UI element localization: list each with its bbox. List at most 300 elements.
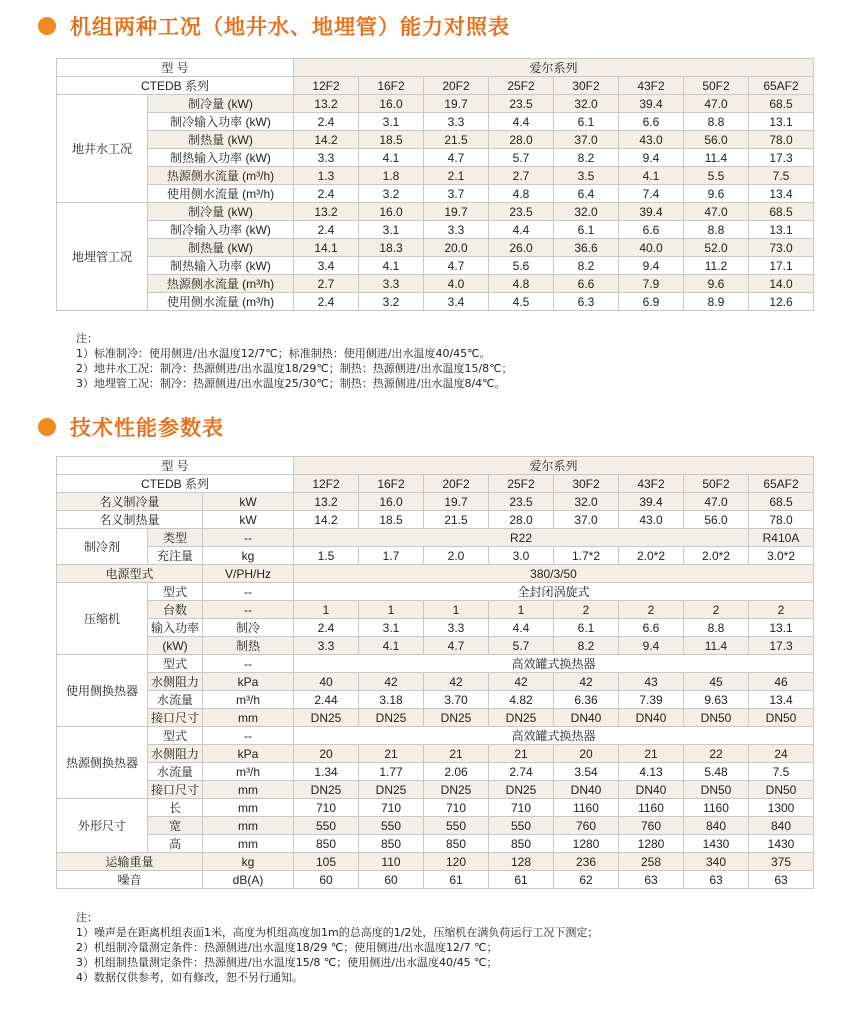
value-cell: 4.1 — [619, 167, 684, 185]
value-cell: 236 — [554, 853, 619, 871]
value-cell: 850 — [424, 835, 489, 853]
value-cell: 4.82 — [489, 691, 554, 709]
value-cell: 9.4 — [619, 637, 684, 655]
group-label-cell: 使用侧换热器 — [57, 655, 148, 727]
row-label-cell: 型式 — [148, 655, 203, 673]
group-label-cell: 外形尺寸 — [57, 799, 148, 853]
value-cell: 2 — [619, 601, 684, 619]
row-label-cell: 接口尺寸 — [148, 709, 203, 727]
value-cell: 8.8 — [684, 619, 749, 637]
value-cell: 13.4 — [749, 185, 814, 203]
value-cell: DN25 — [424, 781, 489, 799]
table-row — [57, 167, 814, 185]
row-label-cell: 制热输入功率 (kW) — [148, 149, 294, 167]
value-cell: 1280 — [554, 835, 619, 853]
value-cell: 9.6 — [684, 275, 749, 293]
table-row — [57, 745, 814, 763]
value-cell: 19.7 — [424, 95, 489, 113]
value-cell: DN25 — [294, 781, 359, 799]
value-cell: 47.0 — [684, 95, 749, 113]
unit-cell: kPa — [203, 745, 294, 763]
value-cell: 39.4 — [619, 95, 684, 113]
row-label-cell: 制冷量 (kW) — [148, 95, 294, 113]
value-cell: DN50 — [749, 781, 814, 799]
value-cell: 3.70 — [424, 691, 489, 709]
value-cell: 18.3 — [359, 239, 424, 257]
value-cell: 17.3 — [749, 149, 814, 167]
value-cell: 6.3 — [554, 293, 619, 311]
row-label-cell: 宽 — [148, 817, 203, 835]
model-header-cell: 20F2 — [424, 475, 489, 493]
value-cell: 42 — [359, 673, 424, 691]
value-cell: 110 — [359, 853, 424, 871]
value-cell: 2.06 — [424, 763, 489, 781]
table-row — [57, 817, 814, 835]
table-row — [57, 131, 814, 149]
value-cell: 7.5 — [749, 167, 814, 185]
value-cell: 710 — [294, 799, 359, 817]
row-label-cell: 充注量 — [148, 547, 203, 565]
value-cell: 1.5 — [294, 547, 359, 565]
note-line: 1）噪声是在距离机组表面1米，高度为机组高度加1m的总高度的1/2处，压缩机在满负荷运行工况下测定； — [76, 926, 599, 939]
model-header-cell: 16F2 — [359, 475, 424, 493]
table-row — [57, 493, 814, 511]
value-cell: 43.0 — [619, 131, 684, 149]
value-cell: 2 — [749, 601, 814, 619]
value-cell: 3.0*2 — [749, 547, 814, 565]
group-label-cell: 地井水工况 — [57, 95, 148, 203]
row-label-cell: 水侧阻力 — [148, 745, 203, 763]
value-cell: 550 — [489, 817, 554, 835]
value-cell: 8.9 — [684, 293, 749, 311]
unit-cell: kg — [203, 547, 294, 565]
row-label-cell: 电源型式 — [57, 565, 203, 583]
value-cell: 840 — [684, 817, 749, 835]
value-cell: 46 — [749, 673, 814, 691]
value-cell: 2 — [684, 601, 749, 619]
value-cell: 1300 — [749, 799, 814, 817]
value-cell: 23.5 — [489, 203, 554, 221]
value-cell: 3.18 — [359, 691, 424, 709]
table-row — [57, 257, 814, 275]
value-cell: 4.7 — [424, 637, 489, 655]
table-row — [57, 221, 814, 239]
value-cell: 5.7 — [489, 149, 554, 167]
model-header-cell: 16F2 — [359, 77, 424, 95]
value-cell: 60 — [294, 871, 359, 889]
value-cell: 2.7 — [294, 275, 359, 293]
value-cell: 21 — [424, 745, 489, 763]
table-row — [57, 565, 814, 583]
unit-cell: mm — [203, 781, 294, 799]
table-row — [57, 637, 814, 655]
value-cell: 9.4 — [619, 257, 684, 275]
value-cell: 61 — [489, 871, 554, 889]
tech-params-table — [56, 456, 814, 889]
row-label-cell: 制冷输入功率 (kW) — [148, 221, 294, 239]
value-cell: 68.5 — [749, 95, 814, 113]
value-cell: 13.2 — [294, 493, 359, 511]
table-row — [57, 511, 814, 529]
note-line: 3）地埋管工况：制冷：热源侧进/出水温度25/30℃；制热：热源侧进/出水温度8/4℃。 — [76, 377, 506, 390]
value-cell: 7.9 — [619, 275, 684, 293]
value-cell: 120 — [424, 853, 489, 871]
unit-cell: kg — [203, 853, 294, 871]
row-label-cell: 制热输入功率 (kW) — [148, 257, 294, 275]
section2-notes — [76, 910, 598, 985]
value-cell: 128 — [489, 853, 554, 871]
value-cell: 19.7 — [424, 493, 489, 511]
value-cell: 2.4 — [294, 185, 359, 203]
value-cell: 21 — [359, 745, 424, 763]
value-cell: DN25 — [489, 709, 554, 727]
model-header-cell: 65AF2 — [749, 77, 814, 95]
value-cell: 42 — [554, 673, 619, 691]
unit-cell: mm — [203, 835, 294, 853]
note-line: 注： — [76, 332, 98, 345]
value-cell: 全封闭涡旋式 — [294, 583, 814, 601]
value-cell: 3.3 — [359, 275, 424, 293]
value-cell: 8.2 — [554, 149, 619, 167]
row-label-cell: 型式 — [148, 583, 203, 601]
value-cell: 1160 — [554, 799, 619, 817]
value-cell: 3.4 — [424, 293, 489, 311]
header-row — [57, 475, 814, 493]
value-cell: 1160 — [619, 799, 684, 817]
model-header-cell: 30F2 — [554, 77, 619, 95]
value-cell: 9.4 — [619, 149, 684, 167]
value-cell: 13.4 — [749, 691, 814, 709]
model-header-cell: 65AF2 — [749, 475, 814, 493]
value-cell: 550 — [424, 817, 489, 835]
value-cell: 42 — [489, 673, 554, 691]
row-label-cell: 类型 — [148, 529, 203, 547]
value-cell: 56.0 — [684, 131, 749, 149]
value-cell: 1430 — [684, 835, 749, 853]
table-row — [57, 275, 814, 293]
value-cell: 14.1 — [294, 239, 359, 257]
table-row — [57, 239, 814, 257]
unit-cell: m³/h — [203, 763, 294, 781]
value-cell: DN25 — [294, 709, 359, 727]
value-cell: 20.0 — [424, 239, 489, 257]
value-cell: 22 — [684, 745, 749, 763]
value-cell: 3.5 — [554, 167, 619, 185]
value-cell: 4.1 — [359, 149, 424, 167]
row-label-cell: 水侧阻力 — [148, 673, 203, 691]
value-cell: 63 — [749, 871, 814, 889]
value-cell: 52.0 — [684, 239, 749, 257]
value-cell: 7.39 — [619, 691, 684, 709]
section1-title: 机组两种工况（地井水、地埋管）能力对照表 — [70, 15, 510, 39]
value-cell: 840 — [749, 817, 814, 835]
value-cell: 32.0 — [554, 203, 619, 221]
unit-cell: mm — [203, 817, 294, 835]
table-row — [57, 529, 814, 547]
series-label-cell: CTEDB 系列 — [57, 77, 294, 95]
value-cell: 3.3 — [294, 149, 359, 167]
value-cell: 1.77 — [359, 763, 424, 781]
value-cell: 19.7 — [424, 203, 489, 221]
row-label-cell: 输入功率 — [148, 619, 203, 637]
model-header-cell: 12F2 — [294, 475, 359, 493]
bullet-dot-icon — [38, 418, 56, 436]
header-row — [57, 457, 814, 475]
value-cell: 2.0 — [424, 547, 489, 565]
value-cell: 32.0 — [554, 493, 619, 511]
value-cell: 7.4 — [619, 185, 684, 203]
section2-title: 技术性能参数表 — [70, 416, 224, 440]
value-cell: 3.3 — [424, 619, 489, 637]
row-label-cell: 制冷输入功率 (kW) — [148, 113, 294, 131]
value-cell: 11.4 — [684, 637, 749, 655]
value-cell: 62 — [554, 871, 619, 889]
value-cell: 21.5 — [424, 131, 489, 149]
value-cell: 13.1 — [749, 221, 814, 239]
table-row — [57, 871, 814, 889]
value-cell: 2.1 — [424, 167, 489, 185]
row-label-cell: 使用侧水流量 (m³/h) — [148, 185, 294, 203]
table-row — [57, 853, 814, 871]
value-cell: 3.1 — [359, 113, 424, 131]
value-cell: 73.0 — [749, 239, 814, 257]
value-cell: DN40 — [619, 781, 684, 799]
note-line: 2）机组制冷量测定条件：热源侧进/出水温度18/29 ℃；使用侧进/出水温度12/7 ℃； — [76, 941, 498, 954]
value-cell: 4.4 — [489, 619, 554, 637]
value-cell: 1.3 — [294, 167, 359, 185]
value-cell: DN40 — [554, 709, 619, 727]
model-header-cell: 50F2 — [684, 77, 749, 95]
table-row — [57, 763, 814, 781]
unit-cell: -- — [203, 727, 294, 745]
value-cell: 2.0*2 — [619, 547, 684, 565]
table-row — [57, 95, 814, 113]
value-cell: 3.54 — [554, 763, 619, 781]
value-cell: 1 — [424, 601, 489, 619]
value-cell: DN25 — [489, 781, 554, 799]
value-cell: 13.1 — [749, 619, 814, 637]
value-cell: 11.2 — [684, 257, 749, 275]
row-label-cell: 高 — [148, 835, 203, 853]
row-label-cell: 水流量 — [148, 691, 203, 709]
value-cell: DN50 — [749, 709, 814, 727]
group-label-cell: 地埋管工况 — [57, 203, 148, 311]
bullet-dot-icon — [38, 17, 56, 35]
value-cell: 68.5 — [749, 493, 814, 511]
row-label-cell: 运输重量 — [57, 853, 203, 871]
table-row — [57, 583, 814, 601]
value-cell: 2.4 — [294, 221, 359, 239]
model-header-cell: 25F2 — [489, 77, 554, 95]
model-header-cell: 25F2 — [489, 475, 554, 493]
value-cell: 4.8 — [489, 185, 554, 203]
value-cell: 6.6 — [619, 113, 684, 131]
table-row — [57, 781, 814, 799]
value-cell: 78.0 — [749, 131, 814, 149]
row-label-cell: 水流量 — [148, 763, 203, 781]
value-cell: 高效罐式换热器 — [294, 655, 814, 673]
value-cell: 550 — [359, 817, 424, 835]
value-cell: R410A — [749, 529, 814, 547]
row-label-cell: (kW) — [148, 637, 203, 655]
value-cell: 1430 — [749, 835, 814, 853]
row-label-cell: 热源侧水流量 (m³/h) — [148, 275, 294, 293]
row-label-cell: 制冷量 (kW) — [148, 203, 294, 221]
value-cell: 26.0 — [489, 239, 554, 257]
unit-cell: kW — [203, 493, 294, 511]
value-cell: 4.0 — [424, 275, 489, 293]
value-cell: 850 — [359, 835, 424, 853]
value-cell: 710 — [489, 799, 554, 817]
value-cell: 高效罐式换热器 — [294, 727, 814, 745]
value-cell: 61 — [424, 871, 489, 889]
value-cell: 40.0 — [619, 239, 684, 257]
value-cell: 14.2 — [294, 131, 359, 149]
value-cell: 42 — [424, 673, 489, 691]
value-cell: 2.7 — [489, 167, 554, 185]
value-cell: 850 — [294, 835, 359, 853]
unit-cell: kW — [203, 511, 294, 529]
value-cell: 43 — [619, 673, 684, 691]
table-row — [57, 727, 814, 745]
value-cell: 6.1 — [554, 113, 619, 131]
row-label-cell: 制热量 (kW) — [148, 131, 294, 149]
table-row — [57, 799, 814, 817]
unit-cell: -- — [203, 583, 294, 601]
section1-heading — [38, 10, 510, 42]
table-row — [57, 293, 814, 311]
value-cell: 12.6 — [749, 293, 814, 311]
value-cell: 24 — [749, 745, 814, 763]
value-cell: 8.8 — [684, 113, 749, 131]
unit-cell: -- — [203, 601, 294, 619]
value-cell: 3.2 — [359, 293, 424, 311]
value-cell: 21.5 — [424, 511, 489, 529]
value-cell: 1 — [359, 601, 424, 619]
value-cell: 9.63 — [684, 691, 749, 709]
value-cell: 6.1 — [554, 619, 619, 637]
value-cell: 78.0 — [749, 511, 814, 529]
value-cell: 11.4 — [684, 149, 749, 167]
value-cell: 3.1 — [359, 619, 424, 637]
value-cell: 21 — [489, 745, 554, 763]
table-row — [57, 709, 814, 727]
value-cell: 760 — [554, 817, 619, 835]
value-cell: 45 — [684, 673, 749, 691]
model-header-cell: 43F2 — [619, 77, 684, 95]
value-cell: 1.34 — [294, 763, 359, 781]
value-cell: 760 — [619, 817, 684, 835]
value-cell: 17.3 — [749, 637, 814, 655]
header-row — [57, 59, 814, 77]
note-line: 2）地井水工况：制冷：热源侧进/出水温度18/29℃；制热：热源侧进/出水温度15/8℃； — [76, 362, 513, 375]
note-line: 4）数据仅供参考，如有修改，恕不另行通知。 — [76, 971, 303, 984]
type-label-cell: 型 号 — [57, 59, 294, 77]
value-cell: 3.0 — [489, 547, 554, 565]
value-cell: 340 — [684, 853, 749, 871]
value-cell: DN40 — [619, 709, 684, 727]
model-header-cell: 43F2 — [619, 475, 684, 493]
value-cell: 63 — [684, 871, 749, 889]
value-cell: 6.1 — [554, 221, 619, 239]
note-line: 3）机组制热量测定条件：热源侧进/出水温度15/8 ℃；使用侧进/出水温度40/45 ℃； — [76, 956, 498, 969]
value-cell: 23.5 — [489, 493, 554, 511]
value-cell: 1.8 — [359, 167, 424, 185]
row-label-cell: 型式 — [148, 727, 203, 745]
note-line: 注： — [76, 911, 98, 924]
value-cell: DN25 — [424, 709, 489, 727]
value-cell: 3.3 — [294, 637, 359, 655]
table-row — [57, 655, 814, 673]
unit-cell: 制冷 — [203, 619, 294, 637]
value-cell: 6.36 — [554, 691, 619, 709]
value-cell: 3.1 — [359, 221, 424, 239]
value-cell: 5.7 — [489, 637, 554, 655]
value-cell: 5.48 — [684, 763, 749, 781]
value-cell: 20 — [294, 745, 359, 763]
value-cell: 4.13 — [619, 763, 684, 781]
value-cell: 68.5 — [749, 203, 814, 221]
value-cell: 13.1 — [749, 113, 814, 131]
unit-cell: -- — [203, 655, 294, 673]
value-cell: DN50 — [684, 781, 749, 799]
value-cell: 1 — [294, 601, 359, 619]
value-cell: 4.5 — [489, 293, 554, 311]
value-cell: 5.6 — [489, 257, 554, 275]
value-cell: 13.2 — [294, 203, 359, 221]
value-cell: 7.5 — [749, 763, 814, 781]
value-cell: 2.44 — [294, 691, 359, 709]
value-cell: 60 — [359, 871, 424, 889]
value-cell: 4.4 — [489, 113, 554, 131]
value-cell: 550 — [294, 817, 359, 835]
table-row — [57, 547, 814, 565]
value-cell: 6.6 — [619, 221, 684, 239]
value-cell: R22 — [294, 529, 749, 547]
value-cell: 18.5 — [359, 511, 424, 529]
header-row — [57, 77, 814, 95]
section1-notes — [76, 331, 513, 391]
value-cell: 16.0 — [359, 95, 424, 113]
unit-cell: -- — [203, 529, 294, 547]
model-header-cell: 30F2 — [554, 475, 619, 493]
series-family-cell: 爱尔系列 — [294, 457, 814, 475]
value-cell: DN25 — [359, 709, 424, 727]
value-cell: 8.8 — [684, 221, 749, 239]
unit-cell: dB(A) — [203, 871, 294, 889]
table-row — [57, 619, 814, 637]
value-cell: 2.0*2 — [684, 547, 749, 565]
type-label-cell: 型 号 — [57, 457, 294, 475]
value-cell: 40 — [294, 673, 359, 691]
table-row — [57, 691, 814, 709]
value-cell: 13.2 — [294, 95, 359, 113]
value-cell: 710 — [424, 799, 489, 817]
table-row — [57, 203, 814, 221]
value-cell: 1160 — [684, 799, 749, 817]
value-cell: DN25 — [359, 781, 424, 799]
value-cell: 6.6 — [554, 275, 619, 293]
value-cell: 4.1 — [359, 257, 424, 275]
value-cell: 2.74 — [489, 763, 554, 781]
value-cell: 9.6 — [684, 185, 749, 203]
row-label-cell: 噪音 — [57, 871, 203, 889]
value-cell: 258 — [619, 853, 684, 871]
series-label-cell: CTEDB 系列 — [57, 475, 294, 493]
value-cell: 17.1 — [749, 257, 814, 275]
value-cell: 6.6 — [619, 619, 684, 637]
value-cell: 850 — [489, 835, 554, 853]
